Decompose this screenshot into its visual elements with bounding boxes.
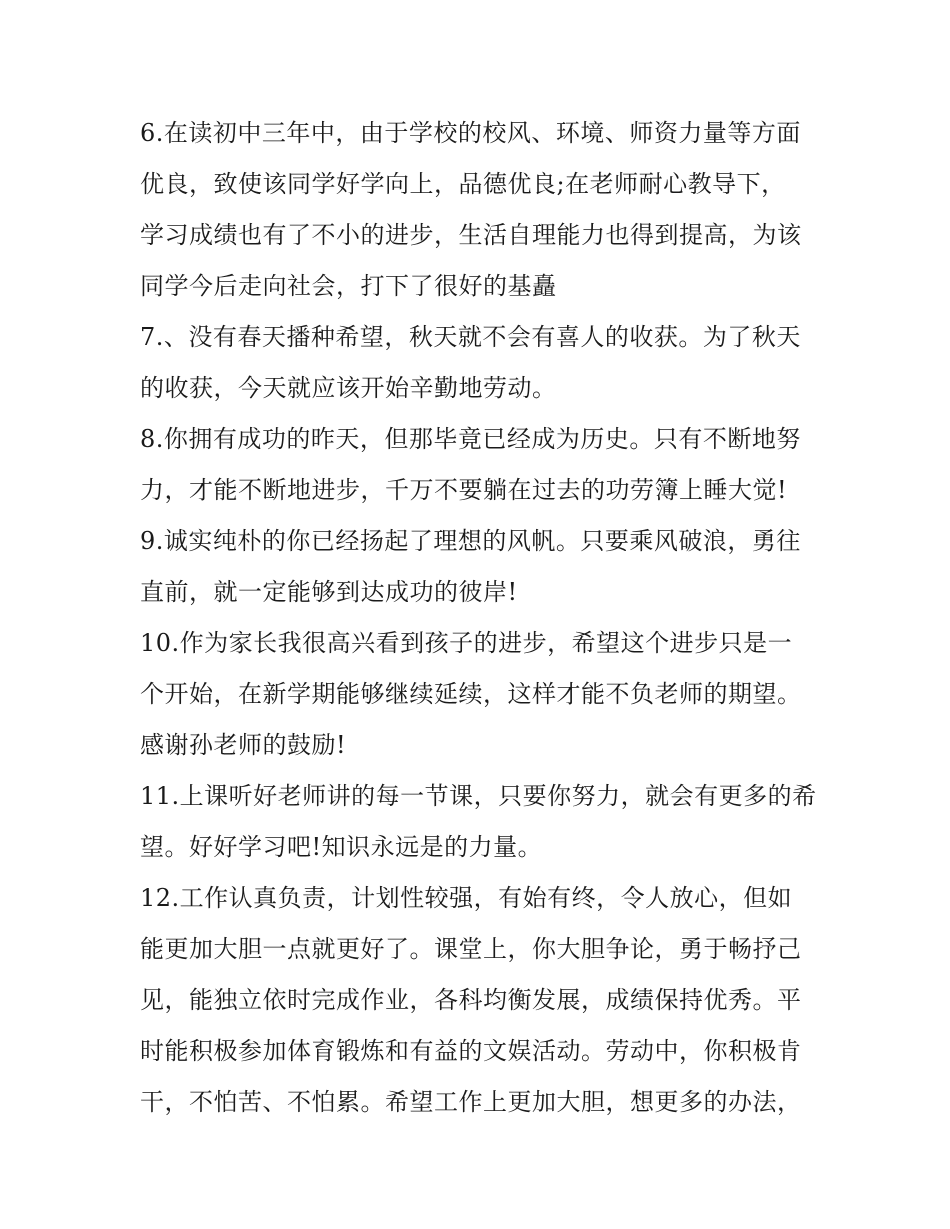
text-line: 干，不怕苦、不怕累。希望工作上更加大胆，想更多的办法，	[140, 1088, 802, 1116]
text-line: 同学今后走向社会，打下了很好的基矗	[140, 272, 557, 300]
text-line: 6.在读初中三年中，由于学校的校风、环境、师资力量等方面	[140, 119, 801, 147]
text-line: 优良，致使该同学好学向上，品德优良;在老师耐心教导下，	[140, 170, 786, 198]
text-line: 时能积极参加体育锻炼和有益的文娱活动。劳动中，你积极肯	[140, 1037, 802, 1065]
text-line: 感谢孙老师的鼓励!	[140, 731, 347, 759]
text-line: 望。好好学习吧!知识永远是的力量。	[140, 833, 543, 861]
text-line: 的收获，今天就应该开始辛勤地劳动。	[140, 374, 557, 402]
text-line: 8.你拥有成功的昨天，但那毕竟已经成为历史。只有不断地努	[140, 425, 801, 453]
text-line: 直前，就一定能够到达成功的彼岸!	[140, 578, 518, 606]
text-line: 能更加大胆一点就更好了。课堂上，你大胆争论，勇于畅抒己	[140, 935, 802, 963]
text-line: 见，能独立依时完成作业，各科均衡发展，成绩保持优秀。平	[140, 986, 802, 1014]
text-line: 学习成绩也有了不小的进步，生活自理能力也得到提高，为该	[140, 221, 802, 249]
document-body	[140, 108, 820, 1128]
text-line: 12.工作认真负责，计划性较强，有始有终，令人放心，但如	[140, 884, 793, 912]
text-line: 7.、没有春天播种希望，秋天就不会有喜人的收获。为了秋天	[140, 323, 801, 351]
text-line: 9.诚实纯朴的你已经扬起了理想的风帆。只要乘风破浪，勇往	[140, 527, 801, 555]
text-line: 11.上课听好老师讲的每一节课，只要你努力，就会有更多的希	[140, 782, 817, 810]
text-line: 10.作为家长我很高兴看到孩子的进步，希望这个进步只是一	[140, 629, 793, 657]
text-line: 力，才能不断地进步，千万不要躺在过去的功劳簿上睡大觉!	[140, 476, 788, 504]
text-line: 个开始，在新学期能够继续延续，这样才能不负老师的期望。	[140, 680, 802, 708]
